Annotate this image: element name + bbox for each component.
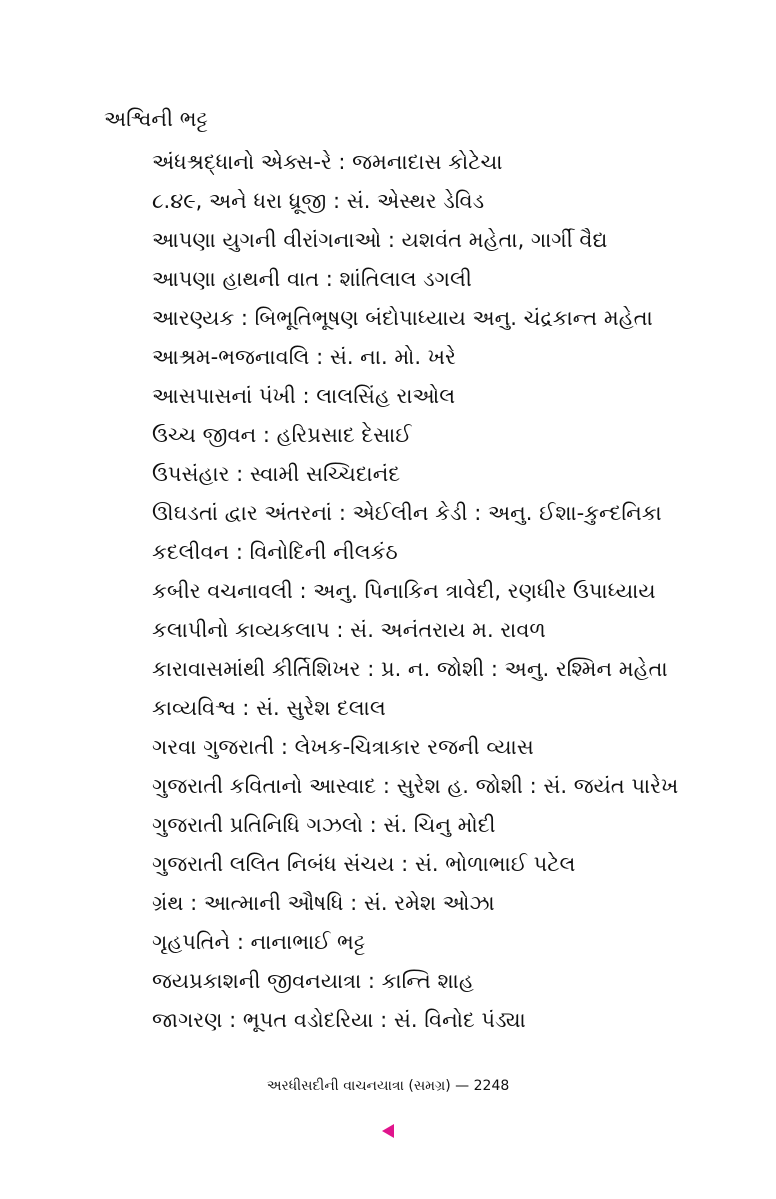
list-item: ગરવા ગુજરાતી : લેખક-ચિત્રાકાર રજની વ્યાસ [152, 735, 534, 759]
entry-list [152, 143, 678, 1040]
list-item: કલાપીનો કાવ્યકલાપ : સં. અનંતરાય મ. રાવળ [152, 618, 546, 642]
page-footer: અરધીસદીની વાચનયાત્રા (સમગ્ર) — 2248 [266, 1078, 510, 1094]
section-heading: અશ્વિની ભટ્ટ [104, 107, 208, 131]
list-item: ગુજરાતી પ્રતિનિધિ ગઝલો : સં. ચિનુ મોદી [152, 813, 496, 837]
list-item: ૮.૪૯, અને ધરા ધ્રૂજી : સં. એસ્થર ડેવિડ [152, 189, 485, 213]
list-item: ગુજરાતી લલિત નિબંધ સંચય : સં. ભોળાભાઈ પટેલ [152, 852, 576, 876]
list-item: ઉપસંહાર : સ્વામી સચ્ચિદાનંદ [152, 462, 401, 486]
triangle-left-icon[interactable] [382, 1124, 394, 1138]
list-item: ઊઘડતાં દ્વાર અંતરનાં : એઈલીન કેડી : અનુ. ઈશા-કુન્દનિકા [152, 501, 662, 525]
list-item: આશ્રમ-ભજનાવલિ : સં. ના. મો. ખરે [152, 345, 456, 369]
list-item: જાગરણ : ભૂપત વડોદરિયા : સં. વિનોદ પંડ્યા [152, 1008, 526, 1032]
list-item: ગુજરાતી કવિતાનો આસ્વાદ : સુરેશ હ. જોશી : સં. જયંત પારેખ [152, 774, 679, 798]
list-item: કારાવાસમાંથી કીર્તિશિખર : પ્ર. ન. જોશી : અનુ. રશ્મિન મહેતા [152, 657, 668, 681]
list-item: કબીર વચનાવલી : અનુ. પિનાકિન ત્રાવેદી, રણધીર ઉપાધ્યાય [152, 579, 656, 603]
list-item: આસપાસનાં પંખી : લાલસિંહ રાઓલ [152, 384, 456, 408]
list-item: ઉચ્ચ જીવન : હરિપ્રસાદ દેસાઈ [152, 423, 412, 447]
list-item: આપણા યુગની વીરાંગનાઓ : યશવંત મહેતા, ગાર્ગી વૈદ્ય [152, 228, 608, 252]
list-item: જયપ્રકાશની જીવનયાત્રા : કાન્તિ શાહ [152, 969, 474, 993]
list-item: આપણા હાથની વાત : શાંતિલાલ ડગલી [152, 267, 472, 291]
list-item: કદલીવન : વિનોદિની નીલકંઠ [152, 540, 398, 564]
list-item: ગૃહપતિને : નાનાભાઈ ભટ્ટ [152, 930, 366, 954]
list-item: અંધશ્રદ્ધાનો એક્સ-રે : જમનાદાસ કોટેચા [152, 150, 503, 174]
list-item: આરણ્યક : બિભૂતિભૂષણ બંદોપાધ્યાય અનુ. ચંદ્રકાન્ત મહેતા [152, 306, 653, 330]
list-item: કાવ્યવિશ્વ : સં. સુરેશ દલાલ [152, 696, 386, 720]
list-item: ગ્રંથ : આત્માની ઔષધિ : સં. રમેશ ઓઝા [152, 891, 495, 915]
